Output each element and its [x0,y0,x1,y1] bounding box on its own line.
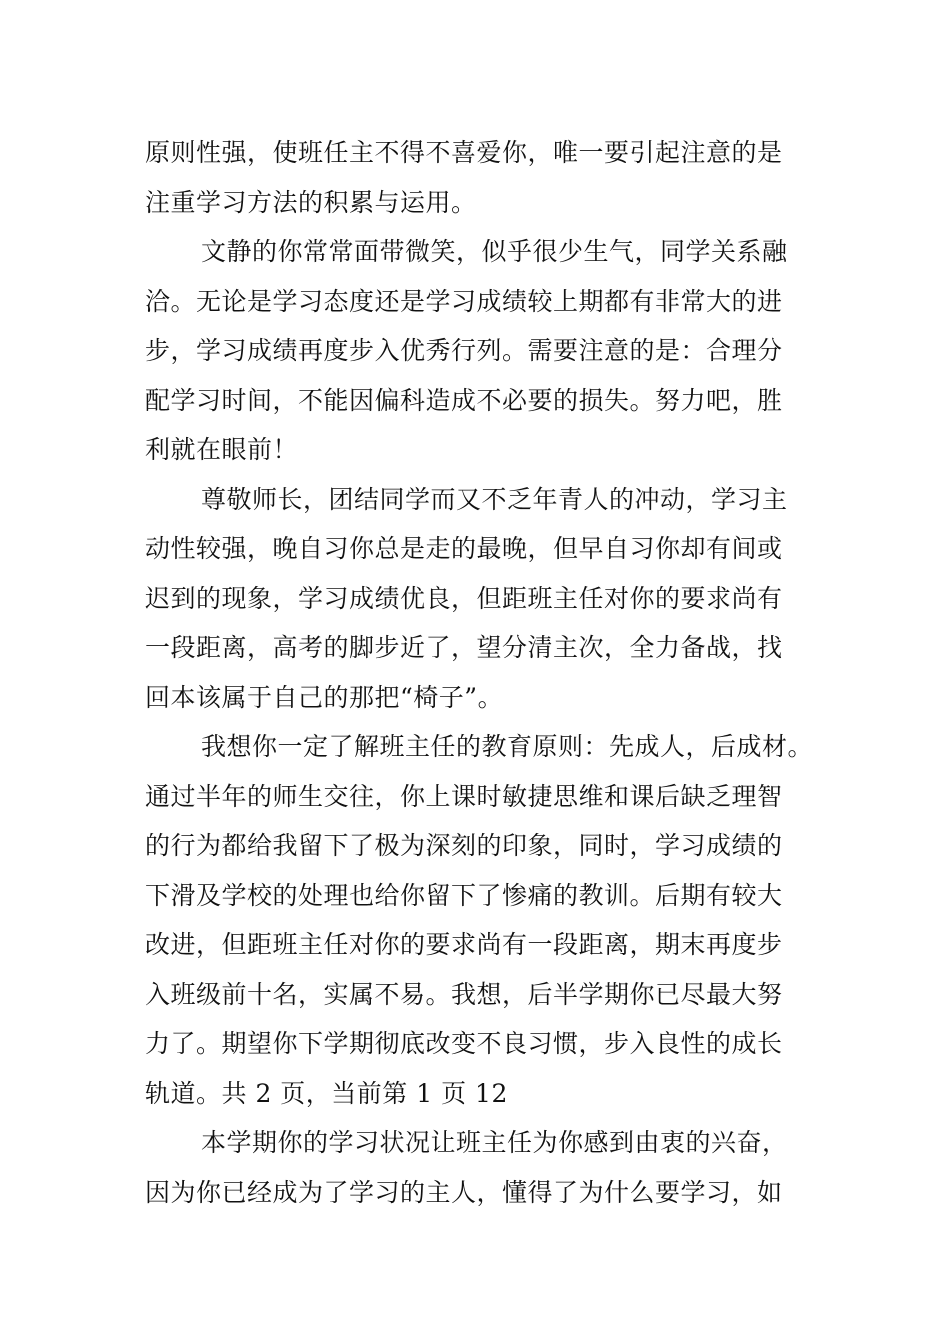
text-line-12: 回本该属于自己的那把“椅子”。 [145,682,504,712]
document-body [145,128,945,1217]
text-line-8: 尊敬师长，团结同学而又不乏年青人的冲动，学习主 [201,484,788,514]
text-line-17: 改进，但距班主任对你的要求尚有一段距离，期末再度步 [145,930,783,959]
text-line-13: 我想你一定了解班主任的教育原则：先成人，后成材。 [201,732,814,761]
text-line-3: 文静的你常常面带微笑，似乎很少生气，同学关系融 [201,237,788,266]
text-line-22: 因为你已经成为了学习的主人，懂得了为什么要学习，如 [145,1177,783,1207]
text-line-18: 入班级前十名，实属不易。我想，后半学期你已尽最大努 [145,979,783,1009]
text-line-14: 通过半年的师生交往，你上课时敏捷思维和课后缺乏理智 [145,781,783,811]
text-line-16: 下滑及学校的处理也给你留下了惨痛的教训。后期有较大 [145,880,783,910]
text-line-2: 注重学习方法的积累与运用。 [145,187,477,217]
text-line-1: 原则性强，使班任主不得不喜爱你，唯一要引起注意的是 [145,138,783,167]
text-line-6: 配学习时间，不能因偏科造成不必要的损失。努力吧，胜 [145,385,783,415]
text-line-10: 迟到的现象，学习成绩优良，但距班主任对你的要求尚有 [145,583,783,613]
text-line-7: 利就在眼前！ [145,435,299,464]
text-line-15: 的行为都给我留下了极为深刻的印象，同时，学习成绩的 [145,831,783,860]
text-line-5: 步，学习成绩再度步入优秀行列。需要注意的是：合理分 [145,336,783,365]
text-line-11: 一段距离，高考的脚步近了，望分清主次，全力备战，找 [145,633,783,662]
text-line-21: 本学期你的学习状况让班主任为你感到由衷的兴奋， [201,1128,788,1157]
text-line-4: 洽。无论是学习态度还是学习成绩较上期都有非常大的进 [145,286,783,316]
text-line-20: 轨道。共 2 页，当前第 1 页 12 [145,1078,508,1108]
text-line-19: 力了。期望你下学期彻底改变不良习惯，步入良性的成长 [145,1029,783,1058]
text-line-9: 动性较强，晚自习你总是走的最晚，但早自习你却有间或 [145,534,783,563]
